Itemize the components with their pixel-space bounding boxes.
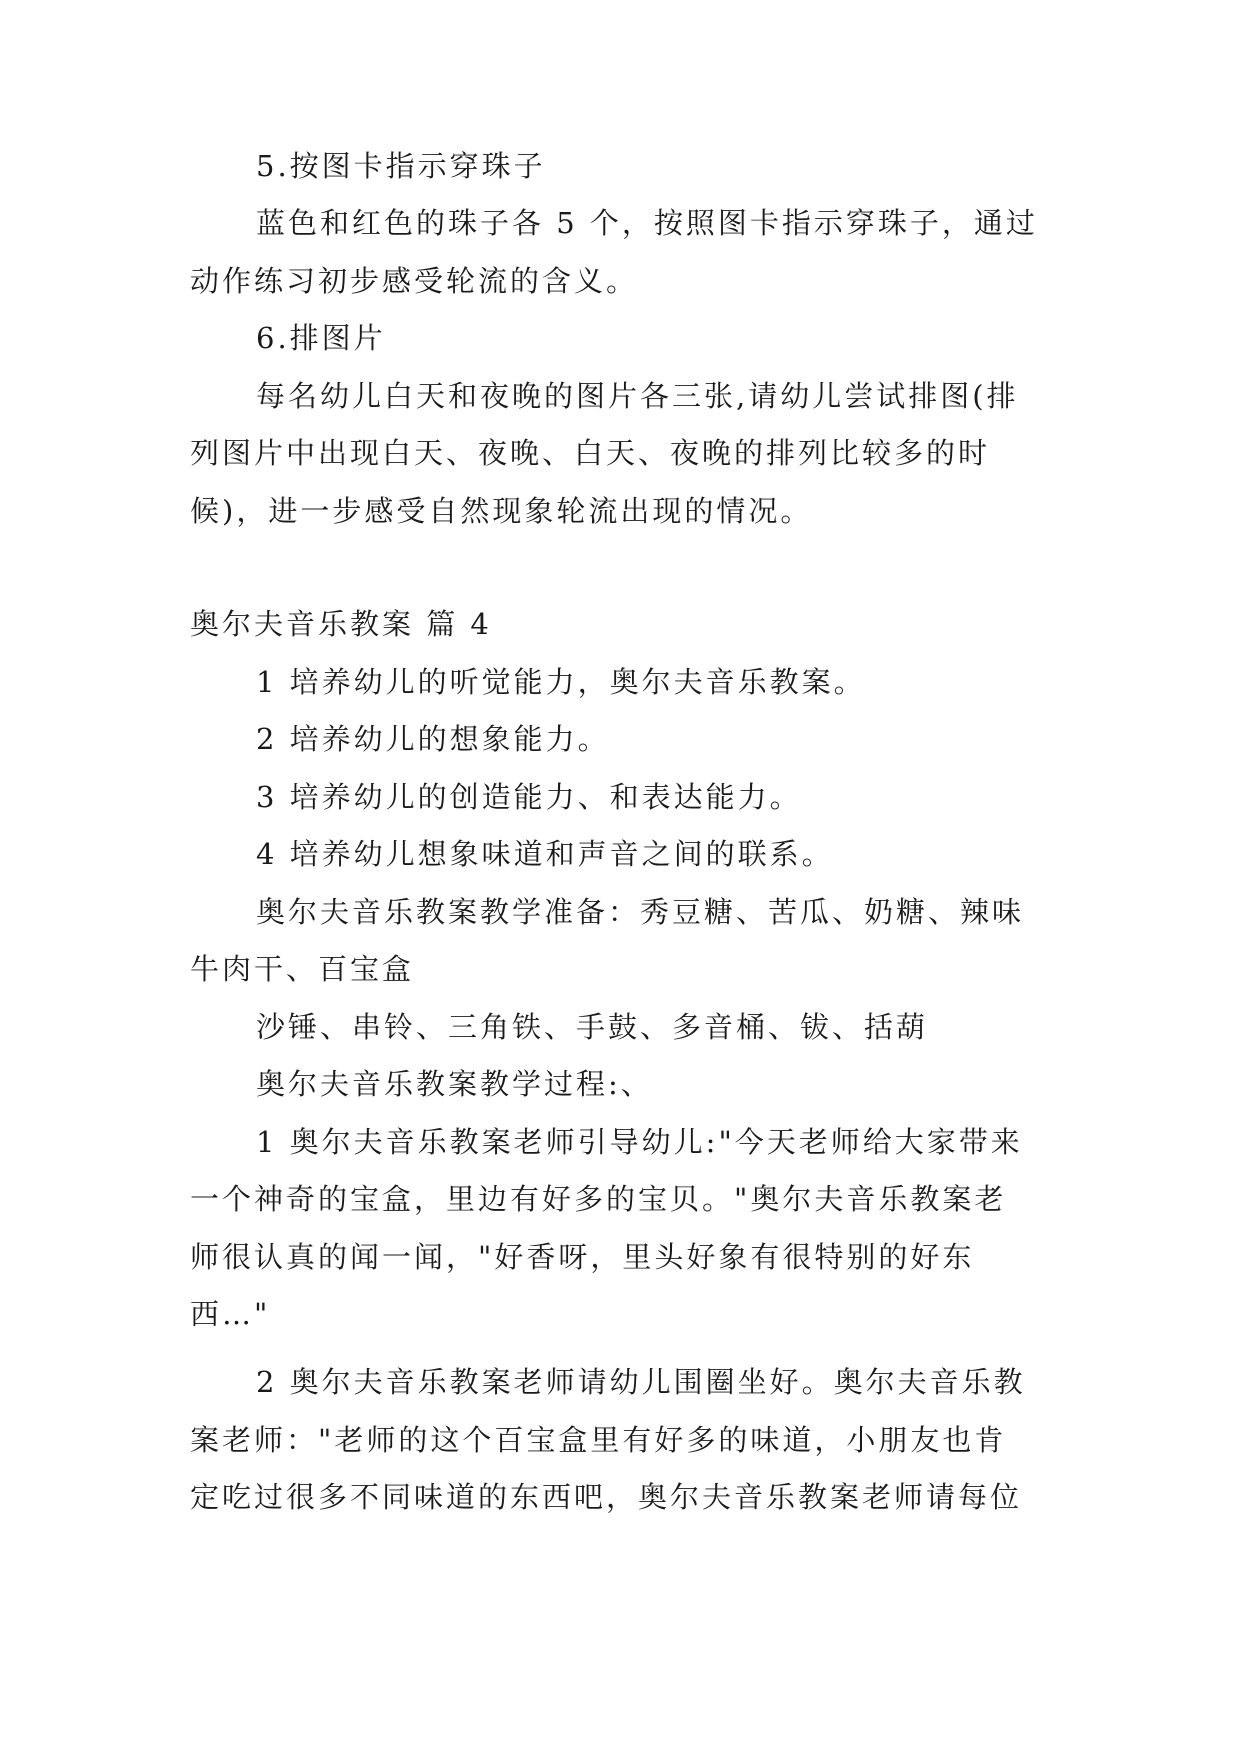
text-line: 4 培养幼儿想象味道和声音之间的联系。 (256, 837, 834, 871)
text-line: 奥尔夫音乐教案教学准备：秀豆糖、苦瓜、奶糖、辣味 (256, 895, 1025, 929)
text-line: 师很认真的闻一闻，"好香呀，里头好象有很特别的好东 (190, 1240, 975, 1274)
section-heading: 奥尔夫音乐教案 篇 4 (190, 607, 492, 641)
text-line: 2 奥尔夫音乐教案老师请幼儿围圈坐好。奥尔夫音乐教 (256, 1365, 1026, 1399)
text-line: 蓝色和红色的珠子各 5 个，按照图卡指示穿珠子，通过 (256, 206, 1038, 240)
text-line: 列图片中出现白天、夜晚、白天、夜晚的排列比较多的时 (190, 436, 991, 470)
text-line: 牛肉干、百宝盒 (190, 952, 415, 986)
text-line: 案老师："老师的这个百宝盒里有好多的味道，小朋友也肯 (190, 1423, 1007, 1457)
text-line: 1 培养幼儿的听觉能力，奥尔夫音乐教案。 (256, 665, 866, 699)
text-line: 3 培养幼儿的创造能力、和表达能力。 (256, 780, 802, 814)
text-line: 定吃过很多不同味道的东西吧，奥尔夫音乐教案老师请每位 (190, 1480, 1023, 1514)
text-line: 候)，进一步感受自然现象轮流出现的情况。 (190, 494, 813, 528)
text-line: 沙锤、串铃、三角铁、手鼓、多音桶、钹、括葫 (256, 1010, 929, 1044)
text-line: 2 培养幼儿的想象能力。 (256, 722, 610, 756)
text-line: 6.排图片 (256, 321, 386, 355)
text-line: 1 奥尔夫音乐教案老师引导幼儿:"今天老师给大家带来 (256, 1125, 1023, 1159)
text-line: 奥尔夫音乐教案教学过程:、 (256, 1067, 653, 1101)
text-line: 动作练习初步感受轮流的含义。 (190, 264, 639, 298)
text-line: 每名幼儿白天和夜晚的图片各三张,请幼儿尝试排图(排 (256, 379, 1019, 413)
text-line: 一个神奇的宝盒，里边有好多的宝贝。"奥尔夫音乐教案老 (190, 1182, 1007, 1216)
text-line: 西…" (190, 1297, 271, 1331)
text-line: 5.按图卡指示穿珠子 (256, 149, 546, 183)
